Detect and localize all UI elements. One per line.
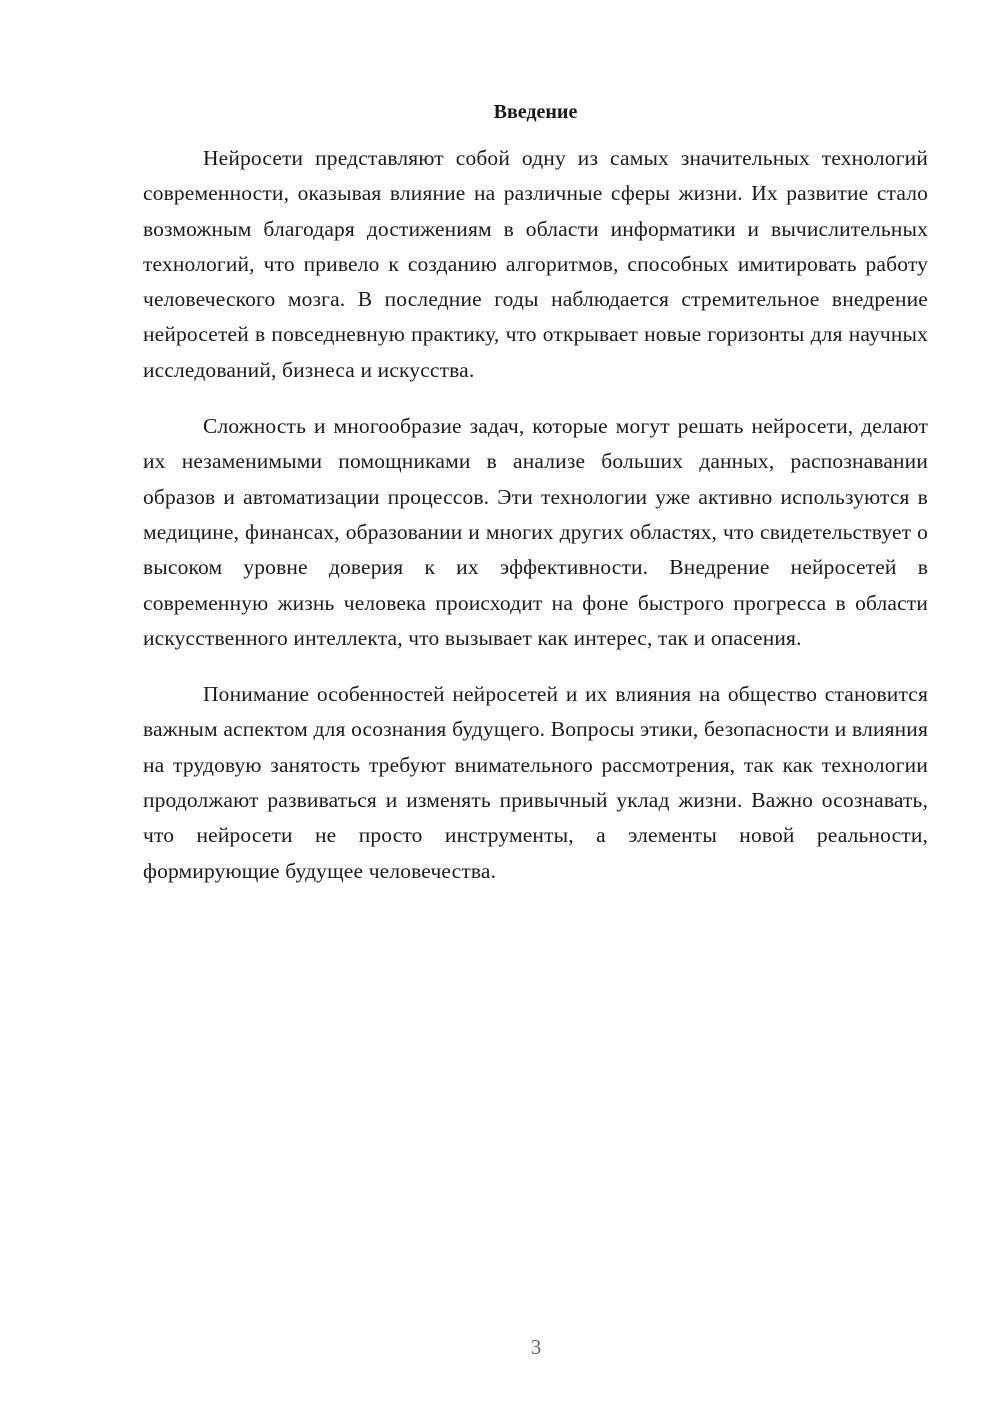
page-number: 3 — [530, 1335, 542, 1359]
document-body — [143, 96, 928, 889]
paragraph-3: Понимание особенностей нейросетей и их влияния на общество становится важным аспектом для осознания будущего. Вопросы этики, безопасности и влияния на трудовую занятость требуют внимательного рассмотрения, так как технологии продолжают развиваться и изменять привычный уклад жизни. Важно осознавать, что нейросети не просто инструменты, а элементы новой реальности, формирующие будущее человечества. — [143, 682, 928, 883]
section-title: Введение — [493, 101, 578, 123]
paragraph-1: Нейросети представляют собой одну из самых значительных технологий современности, оказывая влияние на различные сферы жизни. Их развитие стало возможным благодаря достижениям в области информатики и вычислительных технологий, что привело к созданию алгоритмов, способных имитировать работу человеческого мозга. В последние годы наблюдается стремительное внедрение нейросетей в повседневную практику, что открывает новые горизонты для научных исследований, бизнеса и искусства. — [143, 146, 928, 382]
paragraph-2: Сложность и многообразие задач, которые могут решать нейросети, делают их незаменимыми помощниками в анализе больших данных, распознавании образов и автоматизации процессов. Эти технологии уже активно используются в медицине, финансах, образовании и многих других областях, что свидетельствует о высоком уровне доверия к их эффективности. Внедрение нейросетей в современную жизнь человека происходит на фоне быстрого прогресса в области искусственного интеллекта, что вызывает как интерес, так и опасения. — [143, 414, 928, 650]
